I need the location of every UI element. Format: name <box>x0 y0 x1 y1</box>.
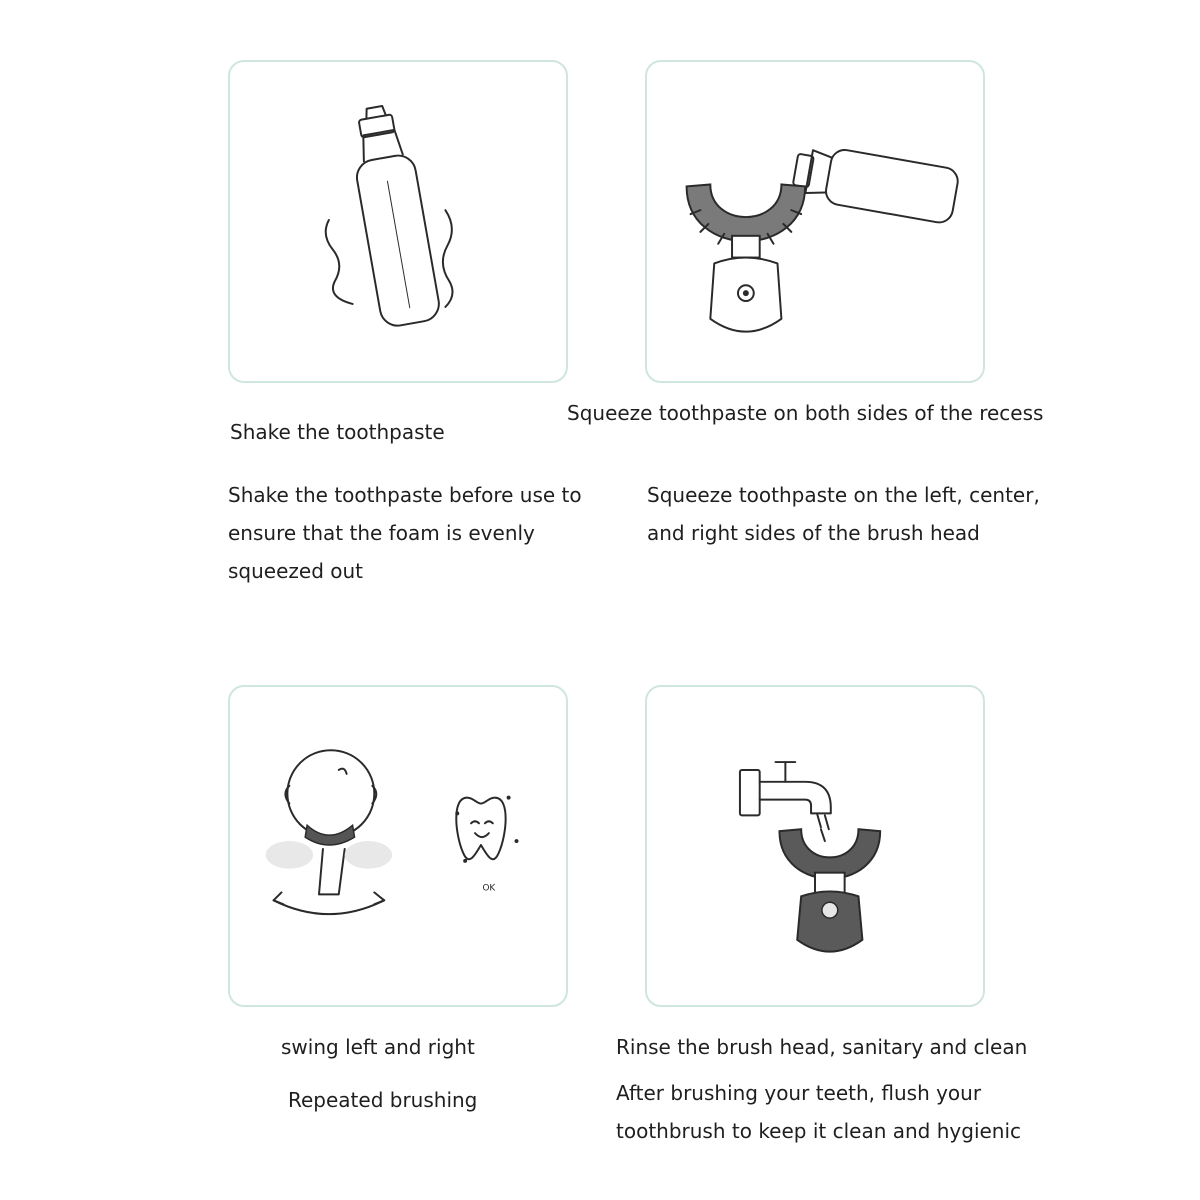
head-swing-and-tooth-icon <box>230 687 566 1005</box>
step-1-description-line: Shake the toothpaste before use to <box>228 483 582 507</box>
foam-bottle-shaking-icon <box>230 62 566 381</box>
step-2-title: Squeeze toothpaste on both sides of the recess <box>567 401 1044 425</box>
step-4-title: Rinse the brush head, sanitary and clean <box>616 1035 1028 1059</box>
step-1-illustration-panel <box>228 60 568 383</box>
step-2-description-line: Squeeze toothpaste on the left, center, <box>647 483 1040 507</box>
step-4-description <box>616 1074 1056 1150</box>
tooth-ok-label: OK <box>482 883 496 894</box>
u-shaped-brush-with-bottle-icon <box>647 62 983 381</box>
step-4-description-line: toothbrush to keep it clean and hygienic <box>616 1119 1022 1143</box>
step-2-description <box>647 476 1067 552</box>
step-2-description-line: and right sides of the brush head <box>647 521 980 545</box>
step-4-illustration-panel <box>645 685 985 1007</box>
step-1-description <box>228 476 608 590</box>
step-3-title: swing left and right <box>281 1035 475 1059</box>
step-1-description-line: ensure that the foam is evenly <box>228 521 535 545</box>
step-4-description-line: After brushing your teeth, flush your <box>616 1081 982 1105</box>
faucet-rinsing-brush-icon <box>647 687 983 1005</box>
step-3-illustration-panel <box>228 685 568 1007</box>
step-1-description-line: squeezed out <box>228 559 364 583</box>
step-2-illustration-panel <box>645 60 985 383</box>
step-3-description: Repeated brushing <box>288 1088 478 1112</box>
step-1-title: Shake the toothpaste <box>230 420 445 444</box>
